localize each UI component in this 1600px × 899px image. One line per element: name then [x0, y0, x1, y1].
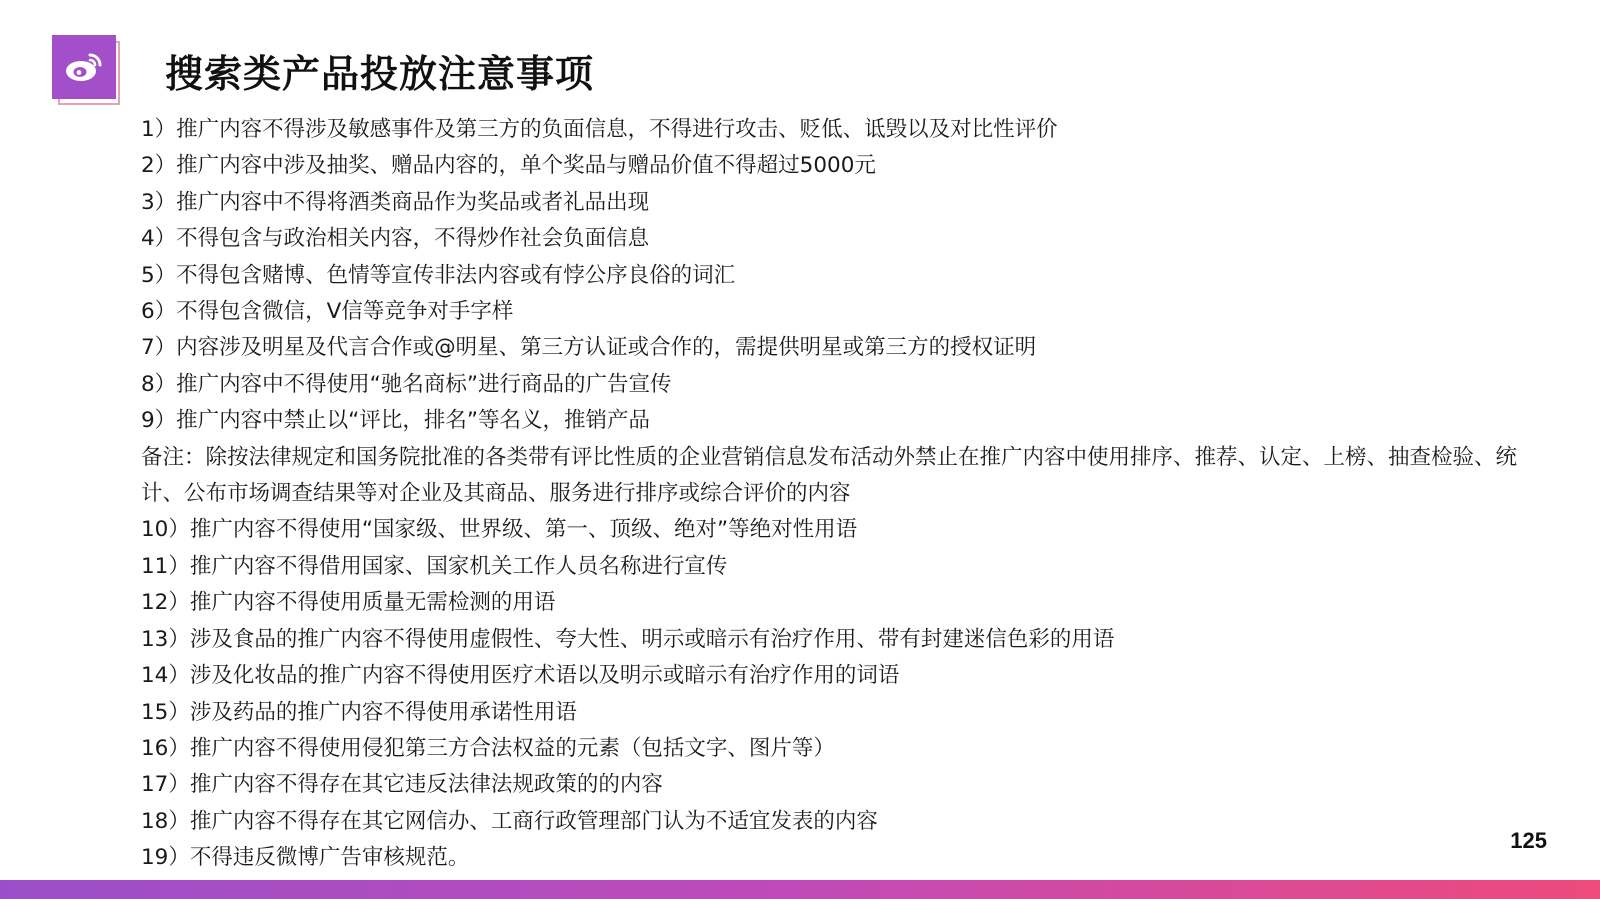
list-item: 13）涉及食品的推广内容不得使用虚假性、夸大性、明示或暗示有治疗作用、带有封建迷信色彩的用语 [141, 626, 1115, 652]
list-item: 2）推广内容中涉及抽奖、赠品内容的，单个奖品与赠品价值不得超过5000元 [141, 153, 876, 179]
page-number: 125 [1510, 828, 1547, 853]
list-item: 17）推广内容不得存在其它违反法律法规政策的的内容 [141, 772, 663, 798]
list-item: 4）不得包含与政治相关内容，不得炒作社会负面信息 [141, 226, 650, 252]
list-item: 8）推广内容中不得使用“驰名商标”进行商品的广告宣传 [141, 371, 672, 397]
weibo-logo-icon [52, 35, 116, 99]
page-title: 搜索类产品投放注意事项 [165, 52, 595, 96]
list-item: 15）涉及药品的推广内容不得使用承诺性用语 [141, 699, 577, 725]
list-item: 14）涉及化妆品的推广内容不得使用医疗术语以及明示或暗示有治疗作用的词语 [141, 663, 900, 689]
list-item: 7）内容涉及明星及代言合作或@明星、第三方认证或合作的，需提供明星或第三方的授权证明 [141, 335, 1037, 361]
list-item: 16）推广内容不得使用侵犯第三方合法权益的元素（包括文字、图片等） [141, 735, 835, 761]
list-item: 11）推广内容不得借用国家、国家机关工作人员名称进行宣传 [141, 553, 728, 579]
list-item: 6）不得包含微信，V信等竞争对手字样 [141, 299, 514, 325]
list-item: 1）推广内容不得涉及敏感事件及第三方的负面信息，不得进行攻击、贬低、诋毁以及对比性评价 [141, 117, 1058, 142]
list-item: 19）不得违反微博广告审核规范。 [141, 845, 470, 871]
bottom-gradient-bar [0, 880, 1600, 899]
list-item: 9）推广内容中禁止以“评比，排名”等名义，推销产品 [141, 408, 650, 434]
note-item: 备注：除按法律规定和国务院批准的各类带有评比性质的企业营销信息发布活动外禁止在推广内容中使用排序、推荐、认定、上榜、抽查检验、统计、公布市场调查结果等对企业及其商品、服务进行排序或综合评价的内容 [141, 444, 1518, 507]
list-item: 12）推广内容不得使用质量无需检测的用语 [141, 590, 556, 616]
list-item: 5）不得包含赌博、色情等宣传非法内容或有悖公序良俗的词汇 [141, 262, 736, 288]
list-item: 18）推广内容不得存在其它网信办、工商行政管理部门认为不适宜发表的内容 [141, 808, 878, 834]
logo [52, 35, 122, 107]
list-item: 10）推广内容不得使用“国家级、世界级、第一、顶级、绝对”等绝对性用语 [141, 517, 858, 543]
notice-list [141, 112, 1541, 877]
list-item: 3）推广内容中不得将酒类商品作为奖品或者礼品出现 [141, 189, 650, 215]
